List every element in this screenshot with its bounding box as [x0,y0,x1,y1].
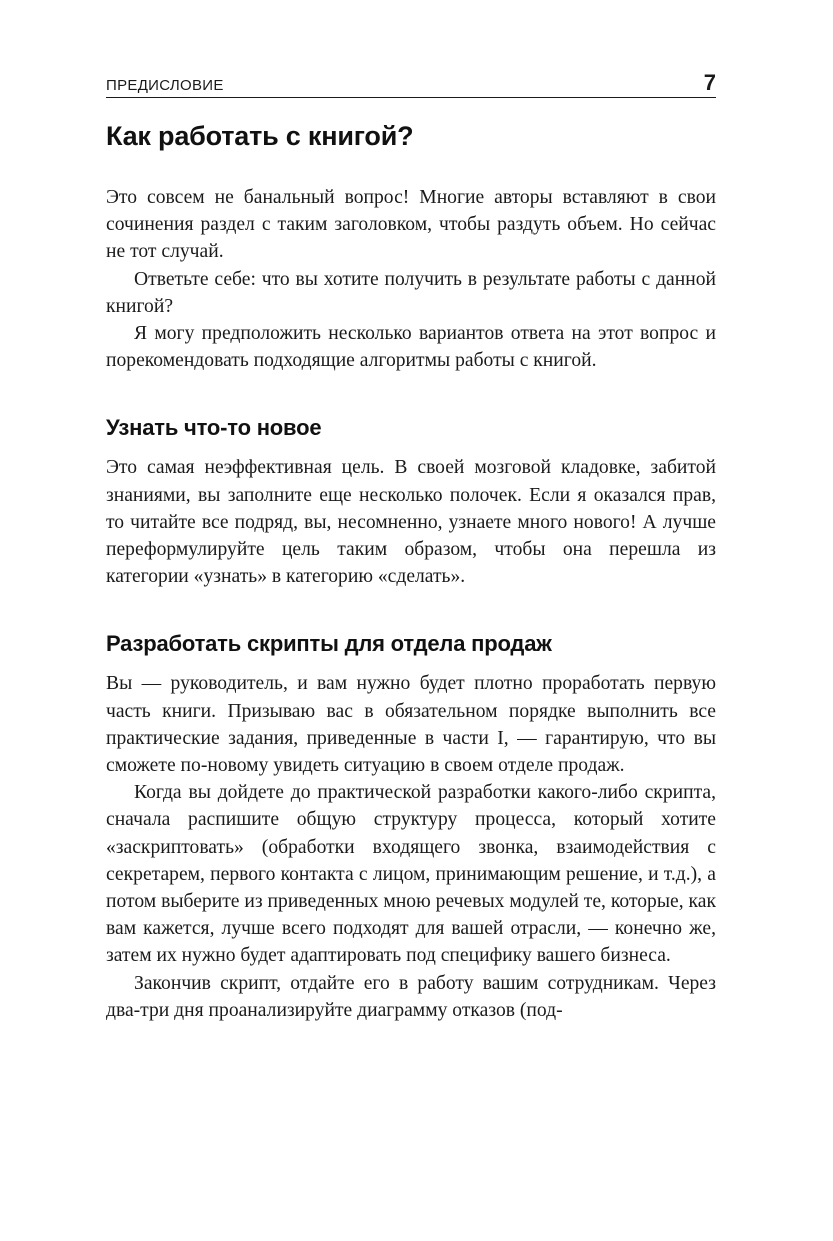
running-title: ПРЕДИСЛОВИЕ [106,77,224,94]
body-paragraph: Закончив скрипт, отдайте его в работу вашим сотрудникам. Через два-три дня проанализируйте диаграмму отказов (под- [106,972,716,1021]
section-title: Разработать скрипты для отдела продаж [106,631,552,657]
page-number: 7 [703,70,716,95]
page-content [106,112,716,1024]
body-paragraph: Ответьте себе: что вы хотите получить в результате работы с данной книгой? [106,268,716,317]
body-paragraph: Я могу предположить несколько вариантов ответа на этот вопрос и порекомендовать подходящие алгоритмы работы с книгой. [106,323,716,372]
chapter-title: Как работать с книгой? [106,121,414,151]
section-title: Узнать что-то новое [106,415,322,441]
body-paragraph: Это самая неэффективная цель. В своей мозговой кладовке, забитой знаниями, вы заполните еще несколько полочек. Если я оказался прав, то читайте все подряд, вы, несомненно, узнаете много нового! А лучше переформулируйте цель таким образом, чтобы она перешла из категории «узнать» в категорию «сделать». [106,457,716,588]
running-header [106,64,716,98]
body-paragraph: Это совсем не банальный вопрос! Многие авторы вставляют в свои сочинения раздел с таким заголовком, чтобы раздуть объем. Но сейчас не тот случай. [106,187,716,263]
body-paragraph: Вы — руководитель, и вам нужно будет плотно проработать первую часть книги. Призываю вас в обязательном порядке выполнить все практические задания, приведенные в части I, — гарантирую, что вы сможете по-новому увидеть ситуацию в своем отделе продаж. [106,673,716,777]
body-paragraph: Когда вы дойдете до практической разработки какого-либо скрипта, сначала распишите общую структуру процесса, который хотите «заскриптовать» (обработки входящего звонка, взаимодействия с секретарем, первого контакта с лицом, принимающим решение, и т.д.), а потом выберите из приведенных мною речевых модулей те, которые, как вам кажется, лучше всего подходят для вашей отрасли, — конечно же, затем их нужно будет адаптировать под специфику вашего бизнеса. [106,782,716,967]
